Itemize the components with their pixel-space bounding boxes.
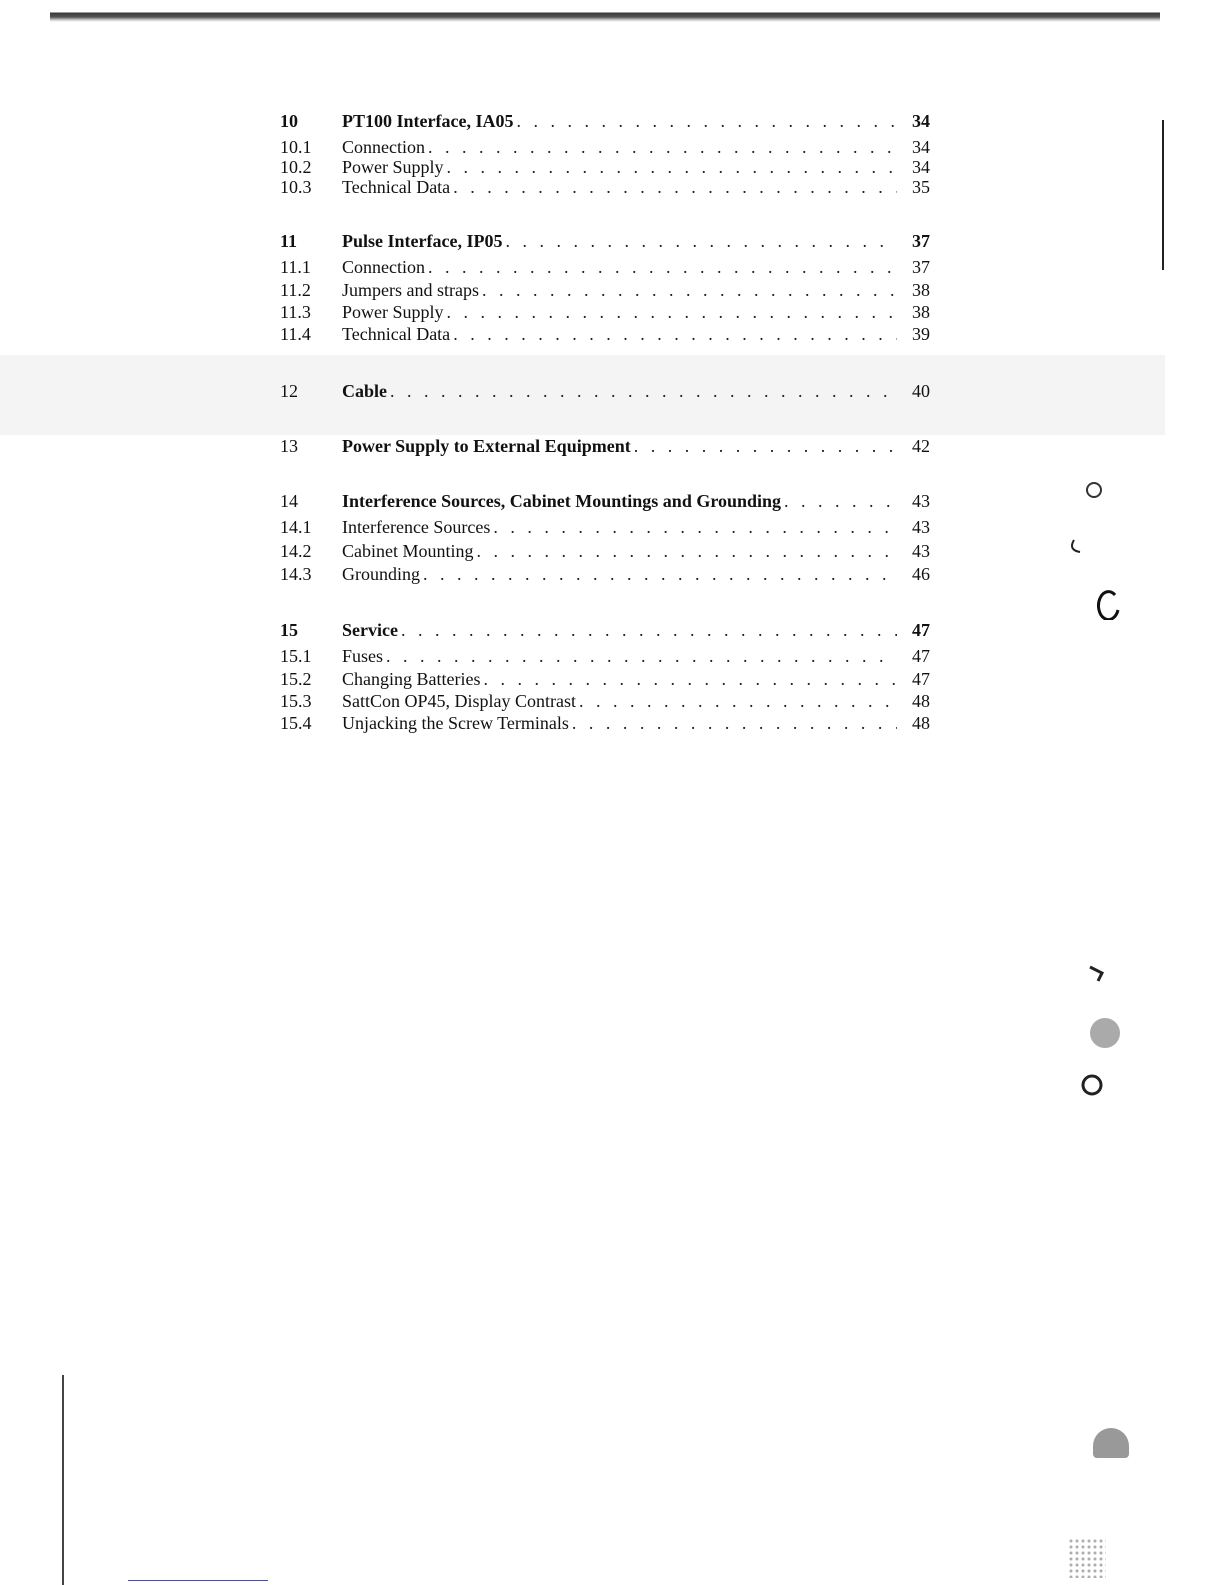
toc-title: Cabinet Mounting <box>342 541 474 561</box>
toc-number: 10 <box>280 111 298 131</box>
toc-entry <box>280 156 930 178</box>
toc-number: 10.3 <box>280 177 312 197</box>
toc-entry <box>280 668 930 690</box>
dot-leader <box>516 110 897 132</box>
toc-entry <box>280 301 930 323</box>
toc-page: 34 <box>912 157 930 177</box>
toc-number: 10.1 <box>280 137 312 157</box>
dot-leader <box>477 540 898 562</box>
dot-leader <box>572 712 897 734</box>
toc-title: Power Supply <box>342 157 444 177</box>
toc-entry <box>280 563 930 585</box>
toc-page: 48 <box>912 691 930 711</box>
scan-artifacts-upper <box>1070 470 1130 620</box>
toc-title: Interference Sources, Cabinet Mountings and Grounding <box>342 491 782 511</box>
toc-title: Grounding <box>342 564 420 584</box>
toc-page: 35 <box>912 177 930 197</box>
toc-title: Jumpers and straps <box>342 280 479 300</box>
toc-entry <box>280 645 930 667</box>
toc-entry <box>280 110 930 132</box>
scan-left-line <box>62 1375 64 1585</box>
dot-leader <box>453 323 897 345</box>
toc-title: SattCon OP45, Display Contrast <box>342 691 577 711</box>
toc-number: 15.3 <box>280 691 312 711</box>
toc-number: 15 <box>280 620 298 640</box>
toc-title: Technical Data <box>342 324 451 344</box>
toc-entry <box>280 540 930 562</box>
toc-page: 34 <box>912 137 930 157</box>
dot-leader <box>428 136 897 158</box>
toc-page: 47 <box>912 646 930 666</box>
toc-entry <box>280 490 930 512</box>
toc-page: 48 <box>912 713 930 733</box>
toc-entry <box>280 712 930 734</box>
toc-number: 11.4 <box>280 324 311 344</box>
toc-page: 47 <box>912 620 930 640</box>
toc-page: 43 <box>912 491 930 511</box>
toc-title: Connection <box>342 137 425 157</box>
toc-title: Technical Data <box>342 177 451 197</box>
toc-number: 11 <box>280 231 298 251</box>
dot-leader <box>784 490 897 512</box>
toc-page: 40 <box>912 381 930 401</box>
toc-page: 34 <box>912 111 930 131</box>
dot-leader <box>386 645 897 667</box>
toc-number: 15.4 <box>280 713 312 733</box>
toc-title: PT100 Interface, IA05 <box>342 111 514 131</box>
scan-edge-line <box>1162 120 1164 270</box>
toc-entry <box>280 323 930 345</box>
toc-title: Service <box>342 620 398 640</box>
toc-number: 14.1 <box>280 517 312 537</box>
toc-number: 15.1 <box>280 646 312 666</box>
toc-number: 13 <box>280 436 298 456</box>
toc-title: Cable <box>342 381 387 401</box>
toc-title: Fuses <box>342 646 384 666</box>
toc-title: Unjacking the Screw Terminals <box>342 713 569 733</box>
scan-blob <box>1093 1428 1129 1458</box>
toc-entry <box>280 256 930 278</box>
toc-entry <box>280 279 930 301</box>
dot-leader <box>428 256 897 278</box>
dot-leader <box>423 563 897 585</box>
dot-leader <box>483 668 897 690</box>
toc-number: 11.1 <box>280 257 311 277</box>
top-rule <box>50 8 1160 22</box>
toc-number: 10.2 <box>280 157 312 177</box>
toc-title: Changing Batteries <box>342 669 481 689</box>
toc-number: 12 <box>280 381 298 401</box>
toc-page: 37 <box>912 231 930 251</box>
toc-number: 11.3 <box>280 302 311 322</box>
dot-leader <box>453 176 897 198</box>
toc-page: 43 <box>912 517 930 537</box>
dot-leader <box>634 435 897 457</box>
toc-title: Interference Sources <box>342 517 491 537</box>
toc-number: 14.2 <box>280 541 312 561</box>
toc-entry <box>280 690 930 712</box>
dot-leader <box>579 690 897 712</box>
dot-leader <box>447 156 897 178</box>
toc-page: 38 <box>912 280 930 300</box>
toc-entry <box>280 619 930 641</box>
toc-page: 39 <box>912 324 930 344</box>
toc-title: Power Supply <box>342 302 444 322</box>
dot-leader <box>482 279 897 301</box>
dot-leader <box>493 516 897 538</box>
bottom-underline <box>128 1580 268 1581</box>
toc-entry <box>280 435 930 457</box>
toc-page: 37 <box>912 257 930 277</box>
toc-title: Pulse Interface, IP05 <box>342 231 503 251</box>
toc-number: 15.2 <box>280 669 312 689</box>
toc-entry <box>280 230 930 252</box>
toc-number: 14 <box>280 491 298 511</box>
toc-page: 38 <box>912 302 930 322</box>
toc-page: 46 <box>912 564 930 584</box>
toc-entry <box>280 516 930 538</box>
toc-title: Power Supply to External Equipment <box>342 436 631 456</box>
scan-noise-patch <box>1068 1538 1106 1578</box>
scan-artifacts-lower <box>1075 955 1135 1105</box>
dot-leader <box>401 619 897 641</box>
toc-page: 43 <box>912 541 930 561</box>
toc-page: 42 <box>912 436 930 456</box>
dot-leader <box>505 230 897 252</box>
toc-title: Connection <box>342 257 425 277</box>
toc-number: 11.2 <box>280 280 311 300</box>
toc-entry <box>280 176 930 198</box>
toc-page: 47 <box>912 669 930 689</box>
dot-leader <box>390 380 897 402</box>
toc-number: 14.3 <box>280 564 312 584</box>
dot-leader <box>447 301 897 323</box>
toc-entry <box>280 136 930 158</box>
toc-entry <box>280 380 930 402</box>
